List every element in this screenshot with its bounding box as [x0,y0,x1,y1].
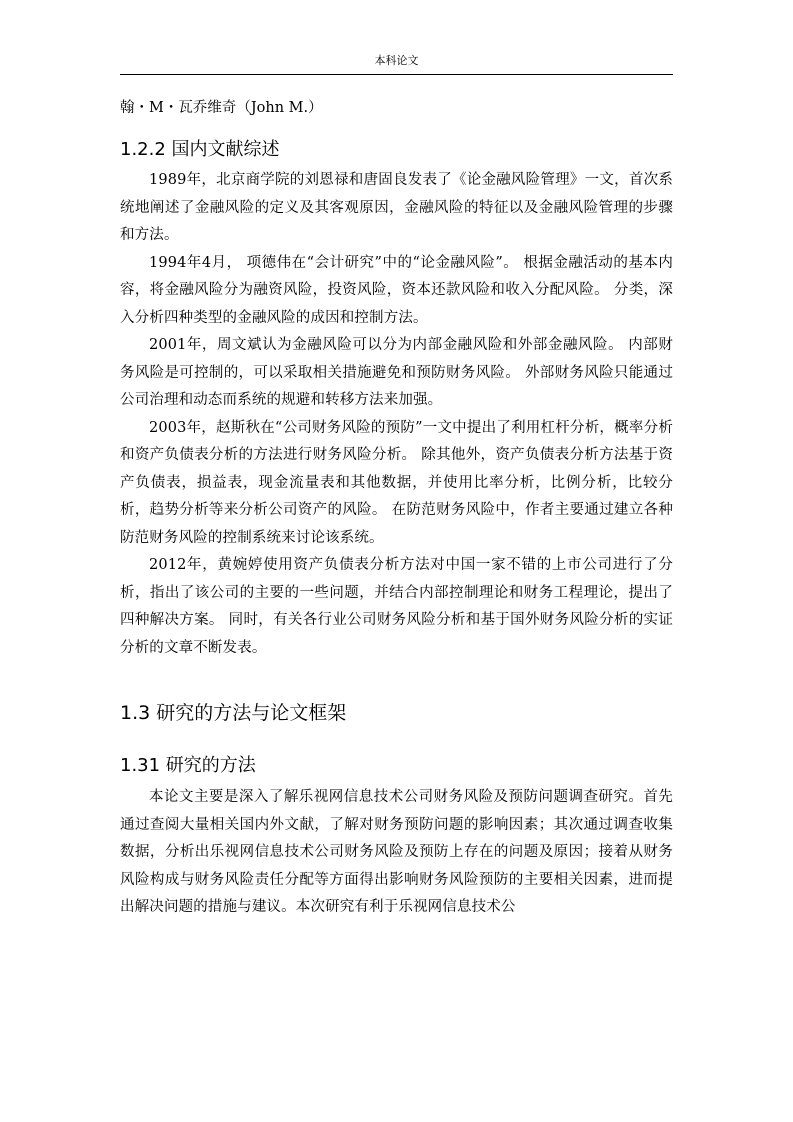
paragraph: 1994年4月， 项德伟在“会计研究”中的“论金融风险”。 根据金融活动的基本内容，将金融风险分为融资风险，投资风险，资本还款风险和收入分配风险。 分类，深入分析四种类型的金融风险的成因和控制方法。 [120,254,673,326]
section-heading-1-2-2: 1.2.2 国内文献综述 [120,139,280,160]
section-heading-1-31: 1.31 研究的方法 [120,755,256,776]
paragraph: 2012年，黄婉婷使用资产负债表分析方法对中国一家不错的上市公司进行了分析，指出了该公司的主要的一些问题，并结合内部控制理论和财务工程理论，提出了四种解决方案。 同时，有关各行业公司财务风险分析和基于国外财务风险分析的实证分析的文章不断发表。 [120,557,673,656]
paragraph: 2001年，周文斌认为金融风险可以分为内部金融风险和外部金融风险。 内部财务风险是可控制的，可以采取相关措施避免和预防财务风险。 外部财务风险只能通过公司治理和动态而系统的规避和转移方法来加强。 [120,337,673,408]
paragraph: 本论文主要是深入了解乐视网信息技术公司财务风险及预防问题调查研究。首先通过查阅大量相关国内外文献，了解对财务预防问题的影响因素；其次通过调查收集数据，分析出乐视网信息技术公司财务风险及预防上存在的问题及原因；接着从财务风险构成与财务风险责任分配等方面得出影响财务风险预防的主要相关因素，进而提出解决问题的措施与建议。本次研究有利于乐视网信息技术公 [120,789,673,915]
section-heading-1-3: 1.3 研究的方法与论文框架 [120,702,347,724]
continuation-line: 翰・M・瓦乔维奇（John M.） [120,100,323,116]
paragraph: 2003年，赵斯秋在“公司财务风险的预防”一文中提出了利用杠杆分析，概率分析和资产负债表分析的方法进行财务风险分析。 除其他外，资产负债表分析方法基于资产负债表，损益表，现金流量表和其他数据，并使用比率分析，比例分析，比较分析，趋势分析等来分析公司资产的风险。 在防范财务风险中，作者主要通过建立各种防范财务风险的控制系统来讨论该系统。 [120,419,673,546]
page-header [120,52,673,75]
document-body [120,94,673,922]
paragraph: 1989年，北京商学院的刘恩禄和唐固良发表了《论金融风险管理》一文，首次系统地阐述了金融风险的定义及其客观原因，金融风险的特征以及金融风险管理的步骤和方法。 [120,172,673,243]
header-title: 本科论文 [374,54,419,67]
